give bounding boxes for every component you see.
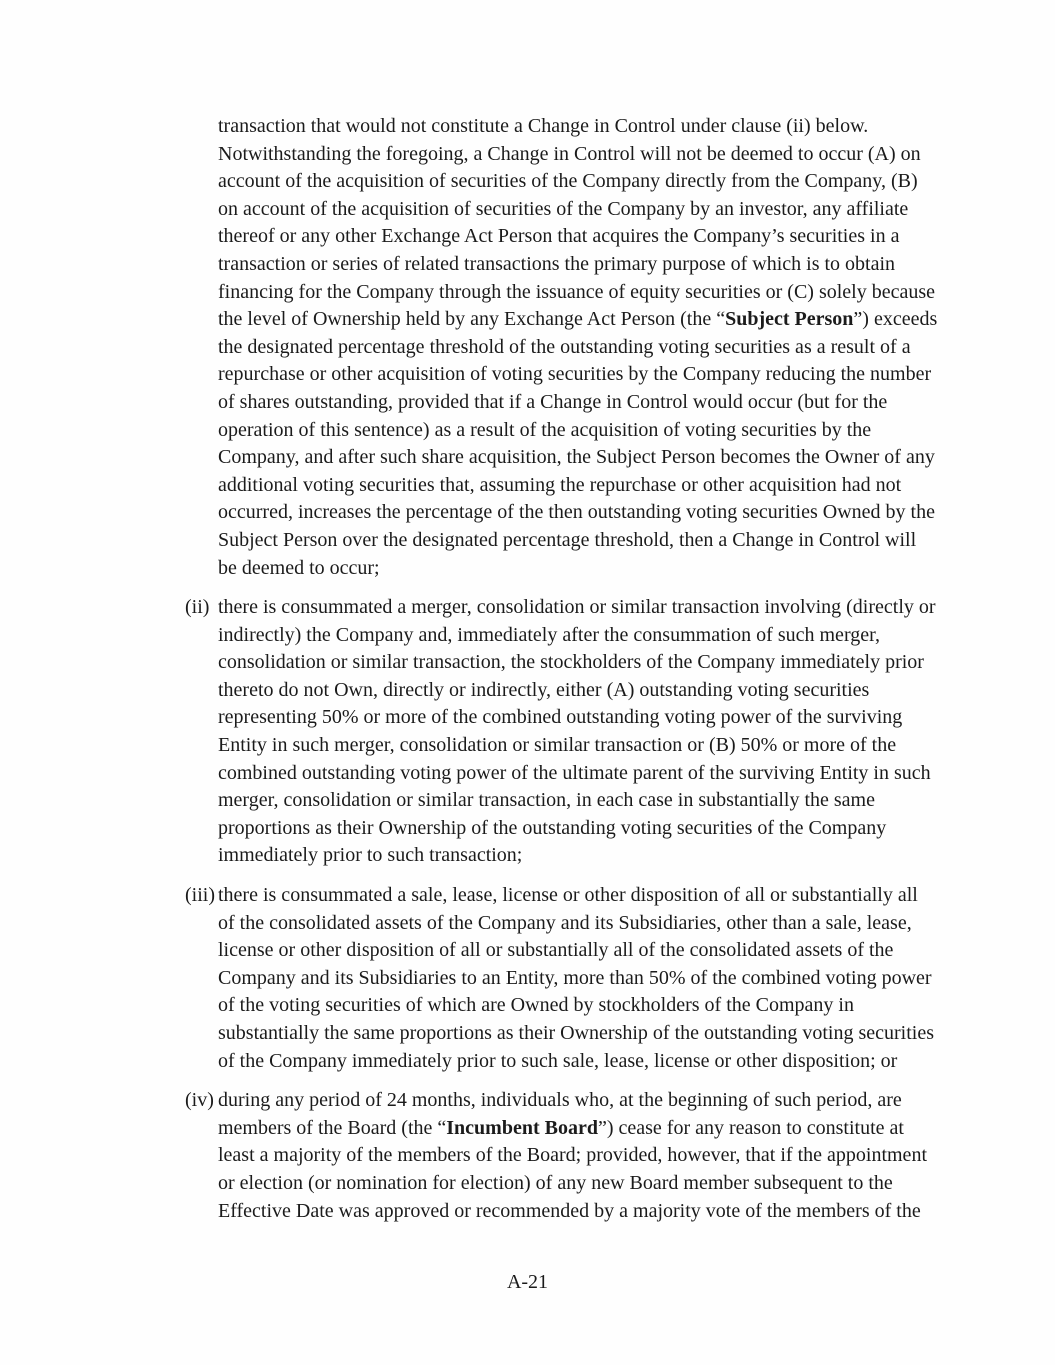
defined-term-bold: Subject Person [725, 308, 854, 331]
text-line [218, 196, 975, 224]
text-run: the designated percentage threshold of the outstanding voting securities as a result of a [218, 335, 911, 358]
text-line [218, 113, 975, 141]
text-line [218, 910, 975, 938]
text-run: additional voting securities that, assuming the repurchase or other acquisition had not [218, 473, 902, 496]
text-run: of the Company immediately prior to such sale, lease, license or other disposition; or [218, 1049, 898, 1072]
text-run: there is consummated a sale, lease, license or other disposition of all or substantially all [218, 884, 918, 907]
text-line [218, 992, 975, 1020]
text-line [218, 141, 975, 169]
text-run: ”) cease for any reason to constitute at [597, 1116, 904, 1139]
text-line [218, 334, 975, 362]
text-run: ”) exceeds [853, 308, 938, 331]
text-line [218, 1020, 975, 1048]
text-run: Effective Date was approved or recommended by a majority vote of the members of the [218, 1199, 921, 1222]
text-run: repurchase or other acquisition of voting securities by the Company reducing the number [218, 363, 932, 386]
text-run: operation of this sentence) as a result of the acquisition of voting securities by the [218, 418, 872, 441]
text-run: Entity in such merger, consolidation or similar transaction or (B) 50% or more of the [218, 734, 897, 757]
text-run: Subject Person over the designated percentage threshold, then a Change in Control will [218, 528, 917, 551]
document-body [185, 113, 975, 1237]
text-run: thereto do not Own, directly or indirectly, either (A) outstanding voting securities [218, 678, 870, 701]
text-run: indirectly) the Company and, immediately after the consummation of such merger, [218, 623, 880, 646]
text-run: of shares outstanding, provided that if a Change in Control would occur (but for the [218, 390, 888, 413]
text-line [218, 787, 975, 815]
text-line [218, 704, 975, 732]
defined-term-bold: Incumbent Board [446, 1116, 598, 1139]
text-line [218, 622, 975, 650]
text-run: financing for the Company through the issuance of equity securities or (C) solely because [218, 280, 936, 303]
text-run: there is consummated a merger, consolidation or similar transaction involving (directly or [218, 596, 936, 619]
text-line [218, 361, 975, 389]
text-run: substantially the same proportions as their Ownership of the outstanding voting securities [218, 1022, 934, 1044]
text-line [218, 555, 975, 583]
clause-text-iv [218, 1087, 975, 1225]
clause-marker-iii: (iii) [185, 884, 215, 907]
text-line [218, 842, 975, 870]
text-line [218, 594, 975, 622]
text-line [218, 279, 975, 307]
text-run: proportions as their Ownership of the outstanding voting securities of the Company [218, 816, 887, 839]
text-run: least a majority of the members of the Board; provided, however, that if the appointment [218, 1144, 927, 1167]
text-run: of the voting securities of which are Owned by stockholders of the Company in [218, 994, 854, 1017]
text-run: occurred, increases the percentage of the then outstanding voting securities Owned by the [218, 501, 935, 524]
text-line [218, 417, 975, 445]
text-line [218, 306, 975, 334]
text-line [218, 1170, 975, 1198]
text-line [218, 251, 975, 279]
text-run: license or other disposition of all or substantially all of the consolidated assets of the [218, 939, 894, 962]
clause-text-iii [218, 882, 975, 1075]
text-line [218, 732, 975, 760]
text-run: the level of Ownership held by any Exchange Act Person (the “ [218, 308, 726, 331]
clause-marker-iv: (iv) [185, 1089, 214, 1112]
text-line [218, 1115, 975, 1143]
text-run: thereof or any other Exchange Act Person that acquires the Company’s securities in a [218, 225, 900, 248]
text-run: Notwithstanding the foregoing, a Change in Control will not be deemed to occur (A) on [218, 142, 921, 165]
text-run: immediately prior to such transaction; [218, 844, 523, 867]
text-line [218, 760, 975, 788]
clause-item-iv [185, 1087, 975, 1225]
text-run: consolidation or similar transaction, the stockholders of the Company immediately prior [218, 651, 924, 674]
text-line [218, 1142, 975, 1170]
clause-marker-ii: (ii) [185, 596, 210, 619]
text-run: Company and its Subsidiaries to an Entity, more than 50% of the combined voting power [218, 966, 932, 989]
text-line [218, 1048, 975, 1076]
text-line [218, 168, 975, 196]
text-line [218, 1087, 975, 1115]
text-line [218, 499, 975, 527]
text-line [218, 815, 975, 843]
text-run: members of the Board (the “ [218, 1116, 447, 1139]
text-run: during any period of 24 months, individuals who, at the beginning of such period, are [218, 1089, 902, 1112]
text-line [218, 649, 975, 677]
clause-item-iii [185, 882, 975, 1075]
text-run: transaction or series of related transactions the primary purpose of which is to obtain [218, 252, 896, 275]
page-number-footer: A-21 [506, 1271, 549, 1293]
text-run: representing 50% or more of the combined outstanding voting power of the surviving [218, 706, 903, 729]
text-line [218, 937, 975, 965]
text-line [218, 472, 975, 500]
text-line [218, 1198, 975, 1226]
text-run: merger, consolidation or similar transaction, in each case in substantially the same [218, 789, 875, 812]
text-line [218, 965, 975, 993]
clause-item-ii [185, 594, 975, 870]
clause-text-ii [218, 594, 975, 870]
text-line [218, 677, 975, 705]
text-line [218, 444, 975, 472]
text-line [218, 223, 975, 251]
paragraph-continuation [218, 113, 975, 582]
text-run: Company, and after such share acquisition, the Subject Person becomes the Owner of any [218, 446, 935, 469]
text-line [218, 882, 975, 910]
text-run: of the consolidated assets of the Company and its Subsidiaries, other than a sale, lease, [218, 911, 912, 934]
text-line [218, 527, 975, 555]
text-line [218, 389, 975, 417]
text-run: be deemed to occur; [218, 556, 380, 579]
text-run: account of the acquisition of securities of the Company directly from the Company, (B) [218, 170, 918, 193]
text-run: combined outstanding voting power of the ultimate parent of the surviving Entity in such [218, 761, 931, 784]
text-run: on account of the acquisition of securities of the Company by an investor, any affiliate [218, 197, 909, 220]
text-run: transaction that would not constitute a Change in Control under clause (ii) below. [218, 115, 869, 137]
text-run: or election (or nomination for election) of any new Board member subsequent to the [218, 1171, 893, 1194]
